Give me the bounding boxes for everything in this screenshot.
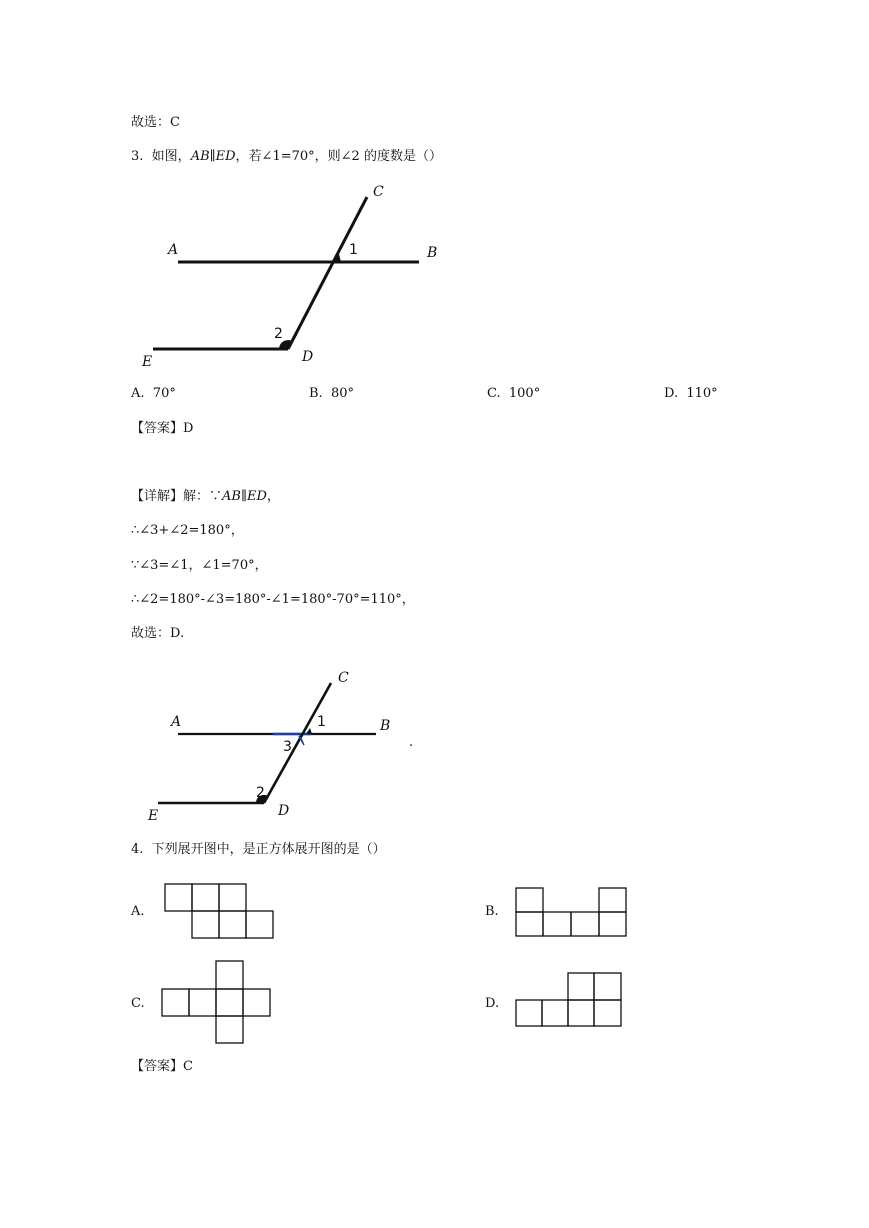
label-angle-2: 2 bbox=[274, 326, 283, 342]
q3-answer: 【答案】D bbox=[131, 421, 194, 436]
angle-1-mark bbox=[306, 728, 312, 734]
label-c: C bbox=[373, 184, 384, 200]
q3-explain-line: ∵∠3=∠1，∠1=70°， bbox=[131, 558, 268, 573]
q3-option-b: B. 80° bbox=[309, 386, 354, 401]
q4-answer: 【答案】C bbox=[131, 1059, 193, 1074]
q2-conclusion: 故选：C bbox=[131, 115, 180, 130]
label-b: B bbox=[380, 718, 391, 734]
label-angle-3: 3 bbox=[283, 739, 292, 755]
q4-option-a-label: A. bbox=[131, 904, 145, 919]
q4-option-b-net bbox=[515, 887, 629, 939]
q3-stem-before: 如图， bbox=[151, 149, 191, 164]
q3-stem bbox=[131, 148, 442, 166]
q4-option-a-net bbox=[164, 883, 276, 939]
line-cd bbox=[264, 683, 331, 803]
label-b: B bbox=[427, 245, 438, 261]
q4-option-b-label: B. bbox=[485, 904, 499, 919]
q4-option-c-net bbox=[161, 960, 273, 1045]
q3-figure-2 bbox=[140, 664, 430, 824]
q3-figure bbox=[130, 178, 470, 378]
line-cd bbox=[288, 197, 367, 349]
label-e: E bbox=[148, 808, 159, 824]
q3-number: 3. bbox=[131, 149, 144, 164]
q3-stem-after: ，若∠1=70°，则∠2 的度数是（） bbox=[235, 149, 442, 164]
q3-stem-parallel: AB∥ED bbox=[190, 149, 236, 164]
label-c: C bbox=[338, 670, 349, 686]
figure-trailing-dot: . bbox=[409, 735, 414, 750]
label-d: D bbox=[278, 803, 290, 819]
q4-option-d-label: D. bbox=[485, 996, 500, 1011]
q3-option-c: C. 100° bbox=[487, 386, 541, 401]
q3-explain-line: ∴∠3+∠2=180°， bbox=[131, 523, 244, 538]
label-d: D bbox=[302, 349, 314, 365]
q3-option-d: D. 110° bbox=[664, 386, 718, 401]
label-angle-1: 1 bbox=[349, 242, 358, 258]
q4-stem: 4. 下列展开图中，是正方体展开图的是（） bbox=[131, 842, 386, 857]
q4-option-c-label: C. bbox=[131, 996, 145, 1011]
q3-option-a: A. 70° bbox=[131, 386, 176, 401]
label-a: A bbox=[168, 242, 179, 258]
label-angle-1: 1 bbox=[317, 714, 326, 730]
label-a: A bbox=[171, 714, 182, 730]
q4-option-d-net bbox=[515, 972, 625, 1028]
q3-explain-intro: 【详解】解：∵AB∥ED， bbox=[131, 489, 280, 504]
label-e: E bbox=[142, 354, 153, 370]
label-angle-2: 2 bbox=[256, 785, 265, 801]
q3-conclusion: 故选：D. bbox=[131, 626, 185, 641]
q4-number: 4. bbox=[131, 842, 144, 857]
q3-explain-line: ∴∠2=180°-∠3=180°-∠1=180°-70°=110°， bbox=[131, 592, 415, 607]
